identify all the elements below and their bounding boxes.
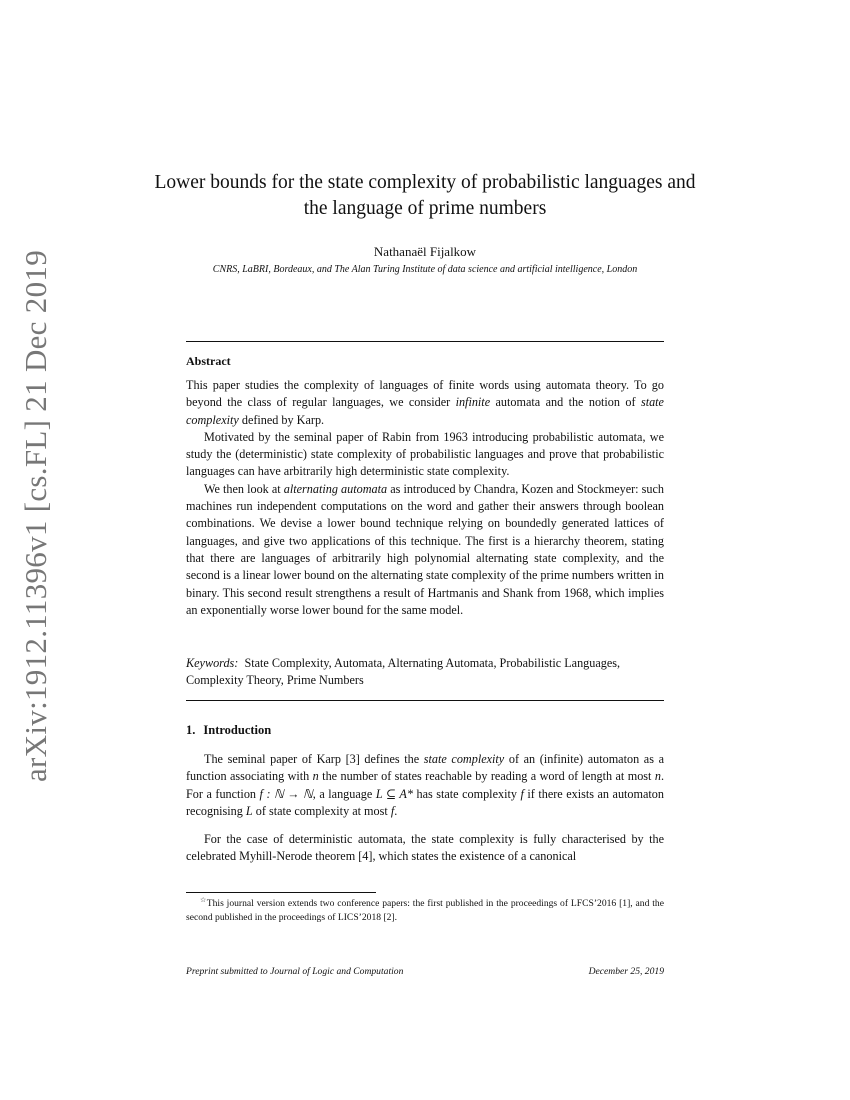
abstract-paragraph-3: We then look at alternating automata as introduced by Chandra, Kozen and Stockmeyer: such machines run independent computations on the word and gather their answers through boolean combinations. We devise a lower bound technique relying on boundedly generated lattices of languages, and give two applications of this technique. The first is a hierarchy theorem, stating that there are languages of arbitrarily high polynomial alternating state complexity, and the second is a linear lower bound on the alternating state complexity of the prime numbers written in binary. This second result strengthens a result of Hartmanis and Shank from 1968, which implies an exponentially worse lower bound for the same model. — [186, 481, 664, 617]
footer-date: December 25, 2019 — [588, 966, 664, 977]
abstract-heading: Abstract — [186, 354, 231, 368]
section-heading-introduction — [186, 723, 271, 738]
arxiv-identifier-stamp — [16, 249, 56, 782]
section-title: Introduction — [203, 723, 272, 737]
keywords-text: State Complexity, Automata, Alternating Automata, Probabilistic Languages, Complexity Theory, Prime Numbers — [186, 656, 621, 688]
keywords — [186, 655, 664, 690]
abstract-bottom-rule — [186, 700, 664, 701]
footnote — [186, 897, 664, 925]
keywords-label: Keywords: — [186, 656, 239, 670]
introduction-body — [186, 751, 664, 866]
introduction-paragraph-1: The seminal paper of Karp [3] defines the state complexity of an (infinite) automaton as a function associating with n the number of states reachable by reading a word of length at most n. For a function f : ℕ → ℕ, a language L ⊆ A* has state complexity f if there exists an automaton recognising L of state complexity at most f. — [186, 752, 664, 818]
arxiv-stamp-text: arXiv:1912.11396v1 [cs.FL] 21 Dec 2019 — [18, 249, 53, 782]
page-footer — [186, 966, 664, 977]
author-affiliation: CNRS, LaBRI, Bordeaux, and The Alan Turing Institute of data science and artificial intelligence, London — [212, 264, 638, 275]
section-number: 1. — [186, 723, 196, 737]
footer-journal: Preprint submitted to Journal of Logic and Computation — [186, 966, 404, 977]
abstract-paragraph-1: This paper studies the complexity of languages of finite words using automata theory. To go beyond the class of regular languages, we consider infinite automata and the notion of state complexity defined by Karp. — [186, 378, 664, 427]
paper-title: Lower bounds for the state complexity of probabilistic languages and the language of prime numbers — [154, 172, 696, 219]
abstract-top-rule — [186, 341, 664, 342]
abstract-paragraph-2: Motivated by the seminal paper of Rabin from 1963 introducing probabilistic automata, we study the (deterministic) state complexity of probabilistic languages and prove that probabilistic languages can have arbitrarily high deterministic state complexity. — [186, 429, 664, 479]
abstract-body — [186, 377, 664, 619]
footnote-text: This journal version extends two conference papers: the first published in the proceedings of LFCS’2016 [1], and the second published in the proceedings of LICS’2018 [2]. — [186, 898, 664, 923]
footnote-rule — [186, 892, 376, 893]
footnote-marker: ☆ — [200, 895, 207, 904]
author-name: Nathanaël Fijalkow — [373, 244, 477, 259]
introduction-paragraph-2: For the case of deterministic automata, the state complexity is fully characterised by the celebrated Myhill-Nerode theorem [4], which states the existence of a canonical — [186, 832, 664, 864]
